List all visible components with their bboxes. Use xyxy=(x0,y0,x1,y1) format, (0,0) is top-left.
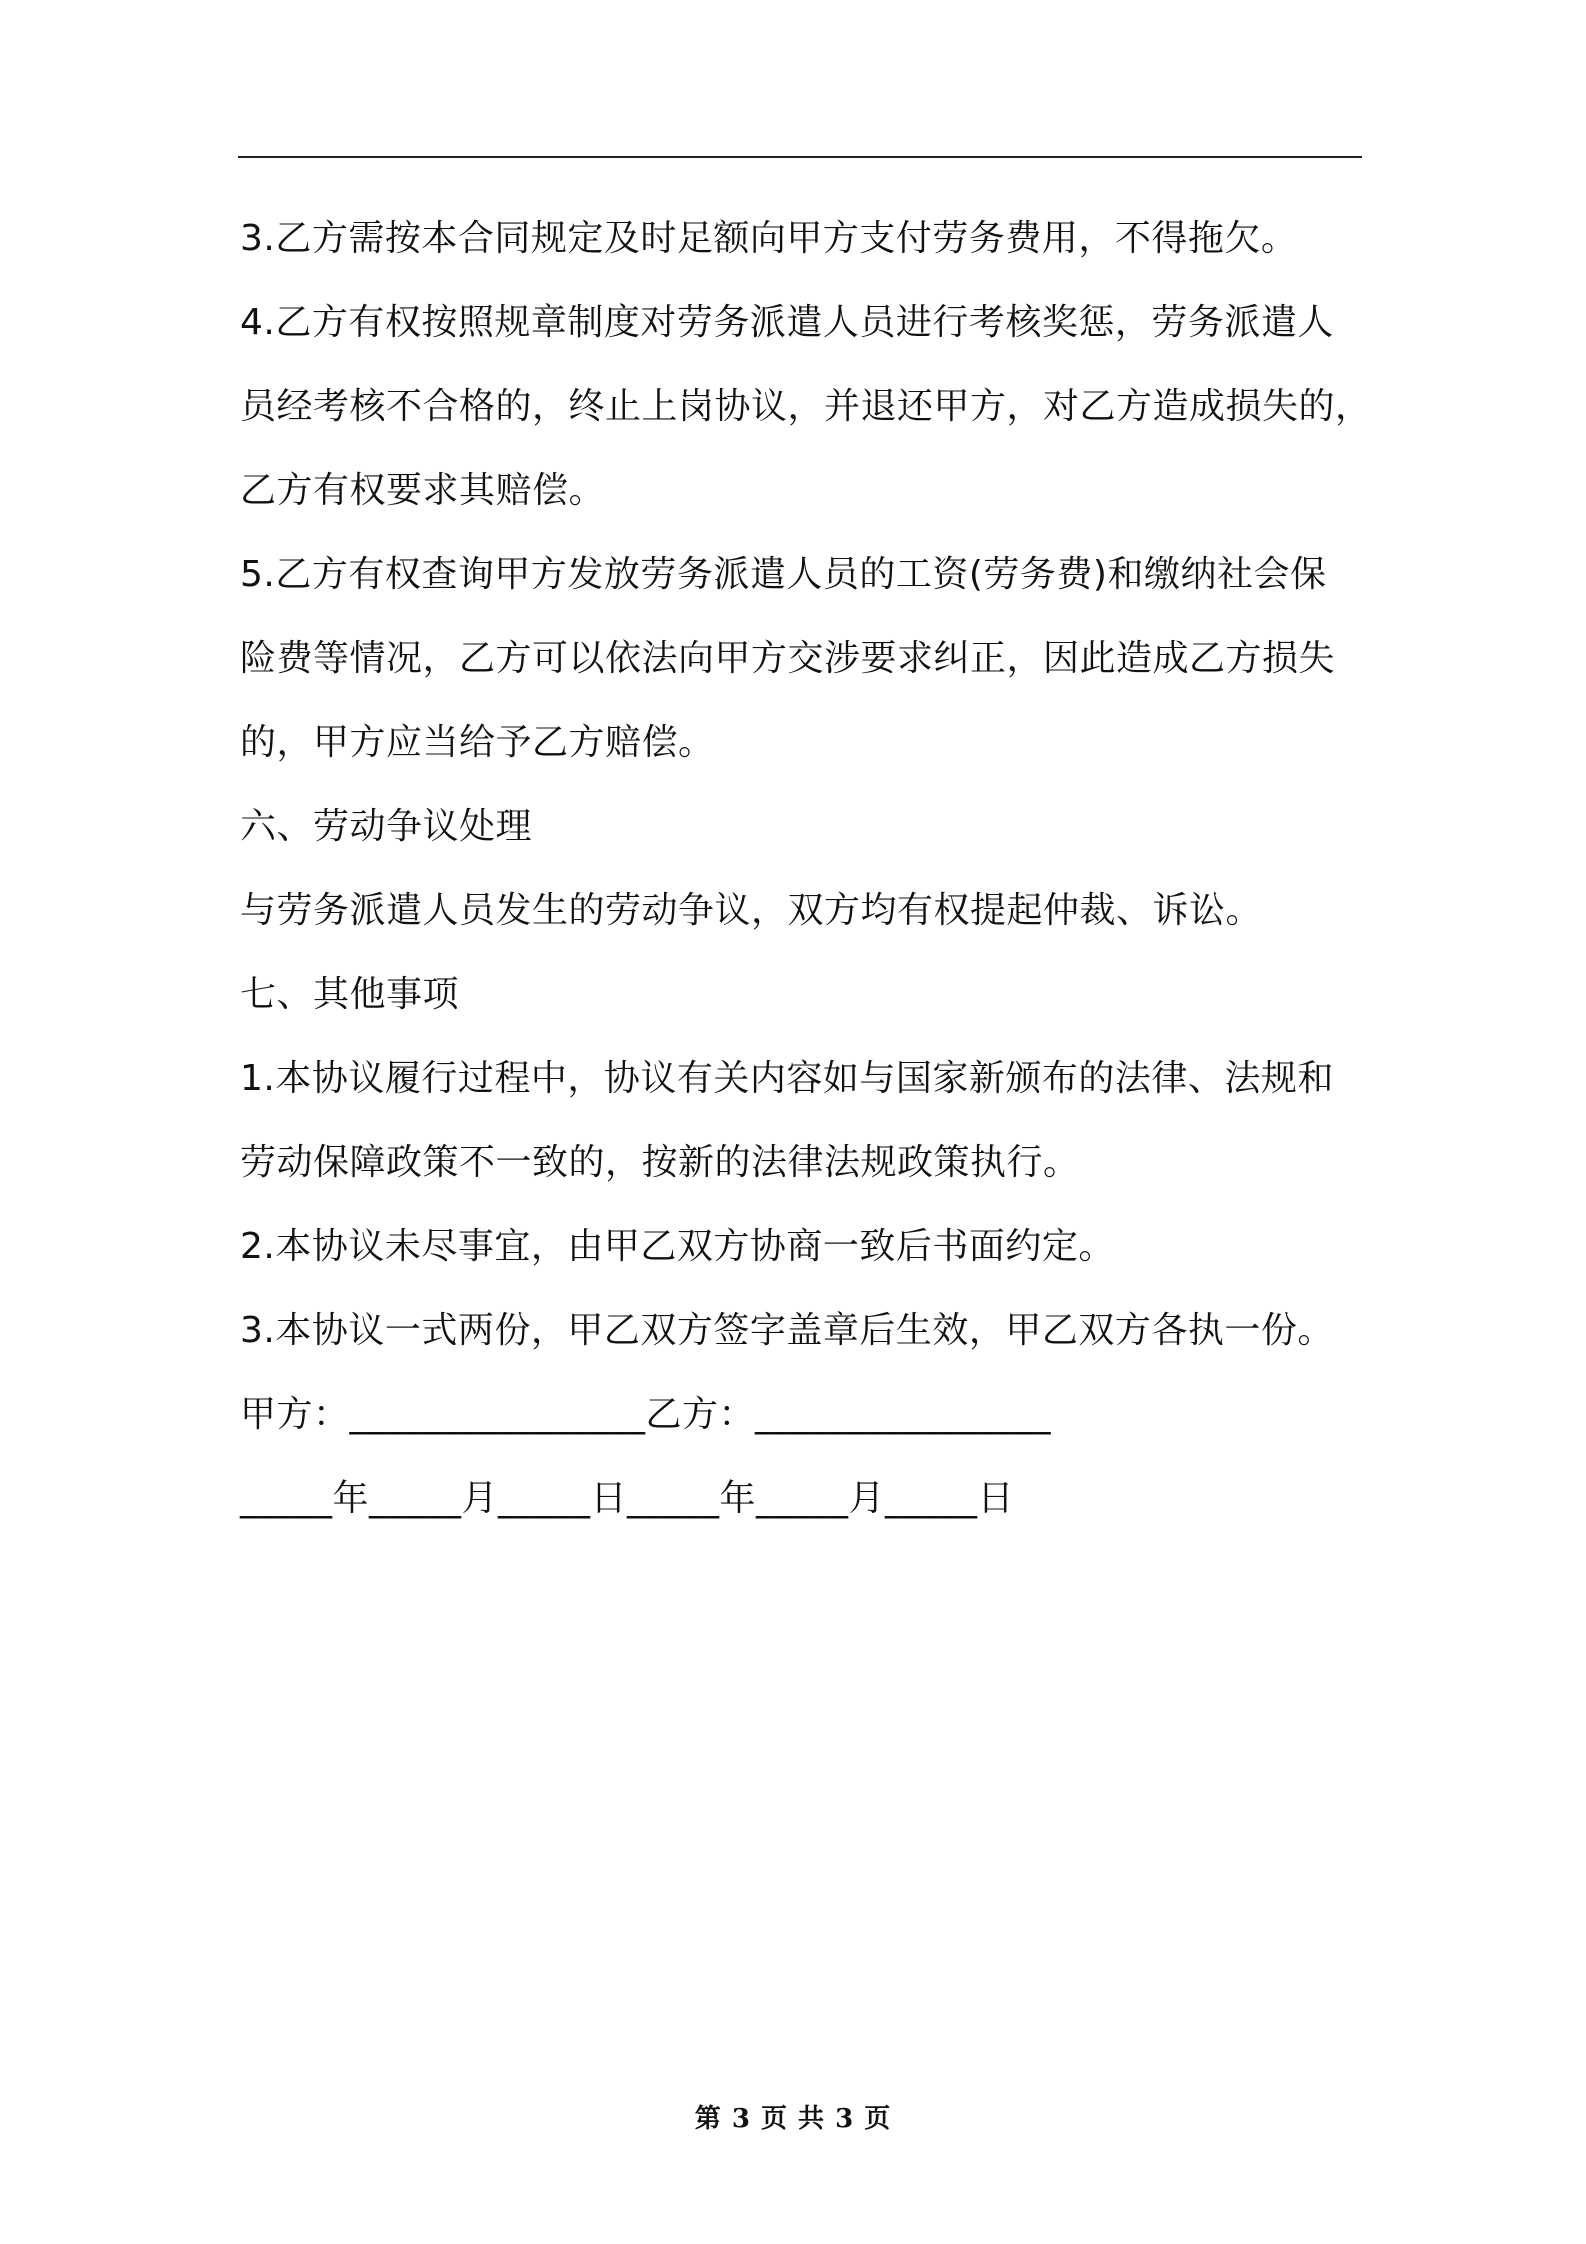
document-body xyxy=(240,197,1372,1541)
clause-4-assessment-line-2: 员经考核不合格的，终止上岗协议，并退还甲方，对乙方造成损失的， xyxy=(240,386,1372,427)
section-6-body: 与劳务派遣人员发生的劳动争议，双方均有权提起仲裁、诉讼。 xyxy=(240,890,1263,931)
section-6-heading: 六、劳动争议处理 xyxy=(240,806,533,847)
page-number-footer: 第 3 页 共 3 页 xyxy=(694,2104,892,2134)
signature-line: 甲方：________________乙方：________________ xyxy=(240,1394,1052,1435)
section-7-item-1-line-2: 劳动保障政策不一致的，按新的法律法规政策执行。 xyxy=(240,1142,1080,1183)
section-7-heading: 七、其他事项 xyxy=(240,974,460,1015)
clause-4-assessment-line-1: 4.乙方有权按照规章制度对劳务派遣人员进行考核奖惩，劳务派遣人 xyxy=(240,302,1334,343)
clause-3-payment: 3.乙方需按本合同规定及时足额向甲方支付劳务费用，不得拖欠。 xyxy=(240,218,1298,259)
header-rule xyxy=(238,156,1362,158)
clause-5-inquiry-line-1: 5.乙方有权查询甲方发放劳务派遣人员的工资(劳务费)和缴纳社会保 xyxy=(240,554,1327,595)
clause-5-inquiry-line-2: 险费等情况，乙方可以依法向甲方交涉要求纠正，因此造成乙方损失 xyxy=(240,638,1336,679)
clause-4-assessment-line-3: 乙方有权要求其赔偿。 xyxy=(240,470,606,511)
section-7-item-3: 3.本协议一式两份，甲乙双方签字盖章后生效，甲乙双方各执一份。 xyxy=(240,1310,1334,1351)
date-line: _____年_____月_____日_____年_____月_____日 xyxy=(240,1478,1015,1519)
section-7-item-2: 2.本协议未尽事宜，由甲乙双方协商一致后书面约定。 xyxy=(240,1226,1115,1267)
section-7-item-1-line-1: 1.本协议履行过程中，协议有关内容如与国家新颁布的法律、法规和 xyxy=(240,1058,1334,1099)
clause-5-inquiry-line-3: 的，甲方应当给予乙方赔偿。 xyxy=(240,722,715,763)
